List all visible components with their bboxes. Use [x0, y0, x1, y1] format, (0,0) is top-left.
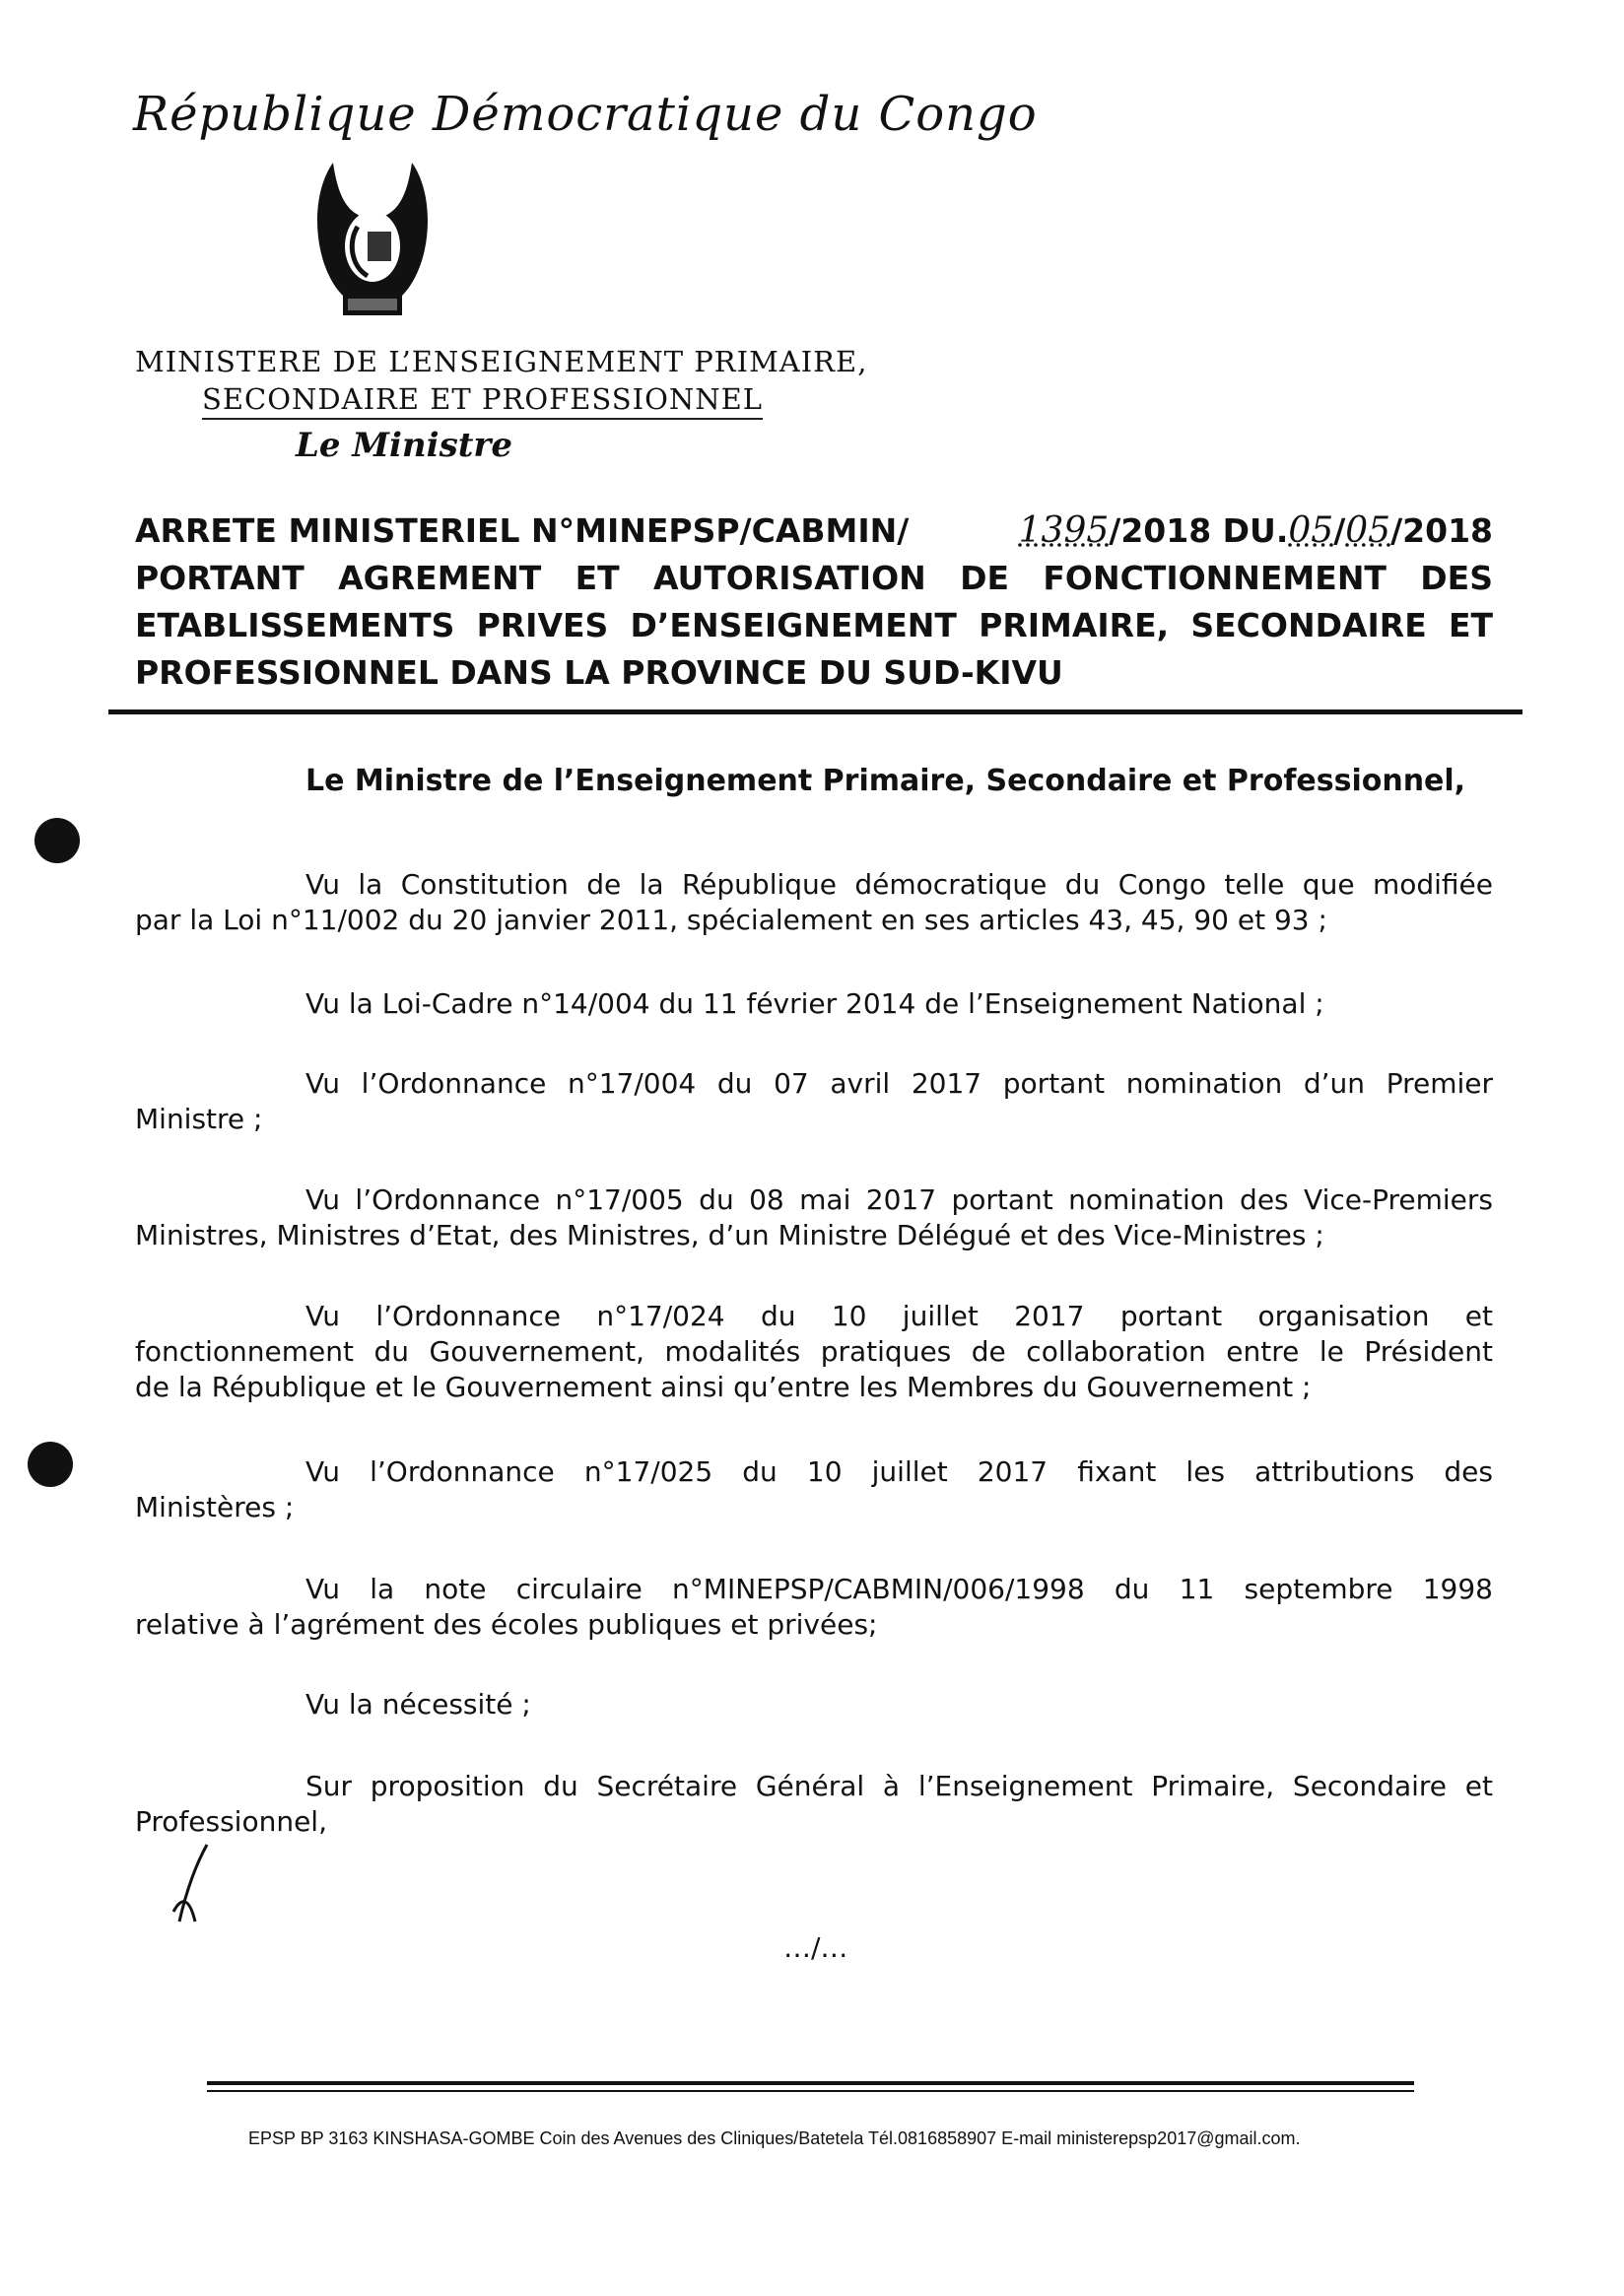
- paragraph-line: Ministres, Ministres d’Etat, des Ministres, d’un Ministre Délégué et des Vice-Ministres ;: [135, 1219, 1324, 1251]
- paragraph-loi-cadre: [135, 986, 1493, 1022]
- paragraph-line: de la République et le Gouvernement ainsi qu’entre les Membres du Gouvernement ;: [135, 1371, 1312, 1403]
- footer-rule: [207, 2090, 1414, 2092]
- decree-title-line-2: PORTANT AGREMENT ET AUTORISATION DE FONCTIONNEMENT DES: [135, 559, 1493, 597]
- footer-rule: [207, 2081, 1414, 2085]
- handwritten-initial-icon: [168, 1843, 227, 1926]
- coat-of-arms-icon: [313, 158, 432, 330]
- paragraph-ordonnance-17-004: [135, 1066, 1493, 1137]
- paragraph-line: Vu la note circulaire n°MINEPSP/CABMIN/006/1998 du 11 septembre 1998: [305, 1573, 1493, 1605]
- paragraph-ordonnance-17-005: [135, 1182, 1493, 1253]
- date-separator: /: [1333, 511, 1346, 550]
- decree-year-du: /2018 DU.: [1109, 511, 1289, 550]
- paragraph-line: relative à l’agrément des écoles publiques et privées;: [135, 1608, 878, 1641]
- paragraph-line: par la Loi n°11/002 du 20 janvier 2011, spécialement en ses articles 43, 45, 90 et 93 ;: [135, 904, 1327, 936]
- title-divider: [108, 709, 1522, 714]
- decree-number: 1395: [1018, 510, 1110, 551]
- paragraph-line: Vu l’Ordonnance n°17/004 du 07 avril 2017 portant nomination d’un Premier: [305, 1067, 1493, 1100]
- office-label: Le Ministre: [296, 426, 512, 465]
- decree-title-line-3: ETABLISSEMENTS PRIVES D’ENSEIGNEMENT PRIMAIRE, SECONDAIRE ET: [135, 606, 1493, 644]
- paragraph-constitution: [135, 867, 1493, 938]
- punch-hole-icon: [28, 1442, 73, 1487]
- decree-month: 05: [1345, 510, 1391, 551]
- paragraph-line: Vu l’Ordonnance n°17/024 du 10 juillet 2017 portant organisation et: [305, 1300, 1493, 1332]
- paragraph-line: Sur proposition du Secrétaire Général à l’Enseignement Primaire, Secondaire et: [305, 1770, 1493, 1802]
- ministry-line-1: MINISTERE DE L’ENSEIGNEMENT PRIMAIRE,: [135, 345, 868, 378]
- republic-heading: République Démocratique du Congo: [133, 87, 1038, 142]
- paragraph-proposition: [135, 1769, 1493, 1840]
- decree-title-line-4: PROFESSIONNEL DANS LA PROVINCE DU SUD-KIVU: [135, 653, 1063, 692]
- decree-title-line-1: [135, 507, 1493, 555]
- continuation-mark: …/…: [783, 1931, 848, 1964]
- decree-day: 05: [1288, 510, 1334, 551]
- paragraph-line: Professionnel,: [135, 1805, 327, 1838]
- minister-heading: Le Ministre de l’Enseignement Primaire, Secondaire et Professionnel,: [305, 764, 1466, 798]
- punch-hole-icon: [34, 818, 80, 863]
- decree-year: /2018: [1390, 511, 1493, 550]
- paragraph-line: Vu la Loi-Cadre n°14/004 du 11 février 2014 de l’Enseignement National ;: [305, 987, 1324, 1020]
- decree-number-group: [1019, 507, 1493, 555]
- paragraph-note-circulaire: [135, 1572, 1493, 1643]
- paragraph-line: Vu la nécessité ;: [305, 1688, 531, 1721]
- ministry-line-2: SECONDAIRE ET PROFESSIONNEL: [202, 382, 763, 420]
- paragraph-line: Vu l’Ordonnance n°17/025 du 10 juillet 2017 fixant les attributions des: [305, 1455, 1493, 1488]
- paragraph-ordonnance-17-024: [135, 1299, 1493, 1405]
- paragraph-line: Vu l’Ordonnance n°17/005 du 08 mai 2017 portant nomination des Vice-Premiers: [305, 1183, 1493, 1216]
- paragraph-line: Vu la Constitution de la République démocratique du Congo telle que modifiée: [305, 868, 1493, 901]
- paragraph-line: Ministères ;: [135, 1491, 295, 1523]
- footer-contact: EPSP BP 3163 KINSHASA-GOMBE Coin des Avenues des Cliniques/Batetela Tél.0816858907 E-mail ministerepsp2017@gmail.com.: [248, 2128, 1301, 2148]
- paragraph-line: Ministre ;: [135, 1103, 263, 1135]
- decree-prefix: ARRETE MINISTERIEL N°MINEPSP/CABMIN/: [135, 511, 910, 550]
- paragraph-line: fonctionnement du Gouvernement, modalités pratiques de collaboration entre le Président: [135, 1335, 1493, 1368]
- paragraph-necessite: [135, 1687, 1493, 1722]
- paragraph-ordonnance-17-025: [135, 1454, 1493, 1525]
